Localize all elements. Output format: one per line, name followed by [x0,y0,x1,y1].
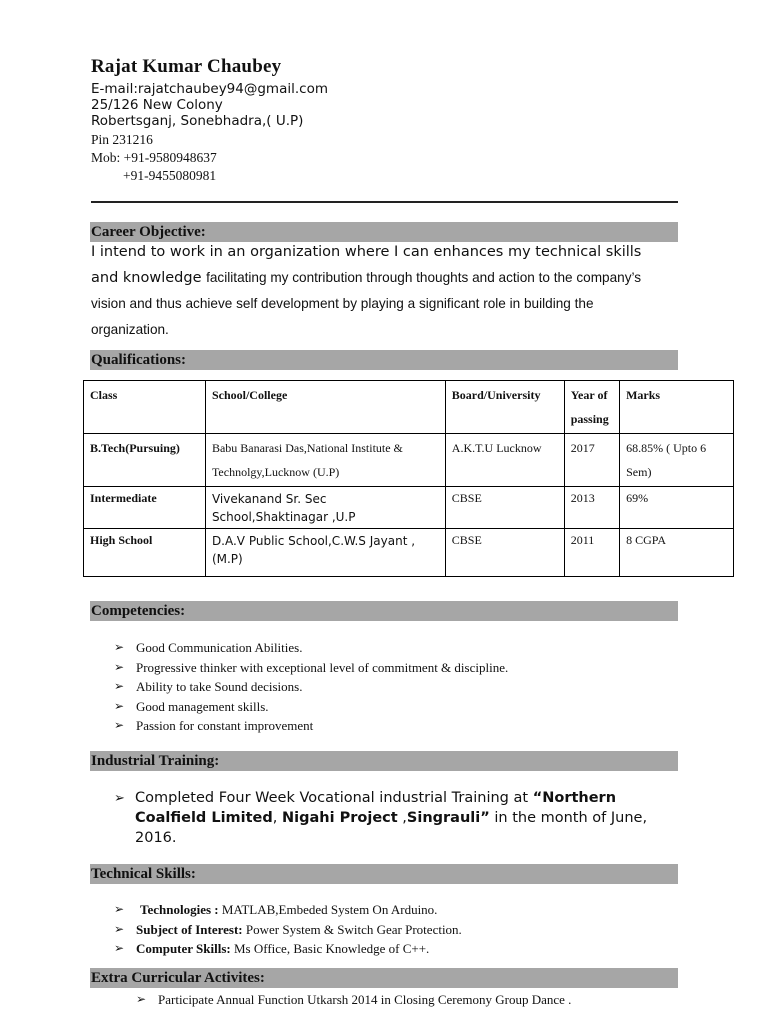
skill-label: Computer Skills: [136,941,231,956]
section-industrial-training: Industrial Training: [90,751,678,771]
cell-board: A.K.T.U Lucknow [445,434,564,487]
technical-skills-list [114,900,462,959]
cell-school: Vivekanand Sr. Sec School,Shaktinagar ,U.P [205,487,445,529]
training-sep: , [272,810,282,826]
list-item [114,697,508,717]
header-school: School/College [205,381,445,434]
skill-value: Power System & Switch Gear Protection. [242,921,462,937]
list-item-text: Good Communication Abilities. [136,640,303,655]
cell-class: Intermediate [84,487,206,529]
skill-value: Ms Office, Basic Knowledge of C++. [230,941,430,956]
objective-line [91,317,681,343]
list-item [114,677,508,697]
table-row [84,434,734,487]
skill-label: Technologies : [140,902,219,917]
cell-year: 2013 [564,487,619,529]
table-row [84,529,734,577]
list-item [114,900,462,920]
mobile-line-2: +91-9455080981 [123,168,217,183]
header-year: Year of passing [564,381,619,434]
training-prefix: Completed Four Week Vocational industrial Training at [135,790,533,806]
arrow-bullet-icon: ➢ [114,698,125,713]
list-item-text: Progressive thinker with exceptional level of commitment & discipline. [136,659,509,675]
cell-school: D.A.V Public School,C.W.S Jayant , (M.P) [205,529,445,577]
objective-line [91,291,681,317]
table-row [84,487,734,529]
mobile-line: Mob: +91-9580948637 [91,150,217,165]
arrow-bullet-icon: ➢ [136,992,147,1006]
list-item [114,920,462,940]
training-suffix: in the month of June, 2016. [135,810,648,846]
objective-text [91,240,681,343]
header-marks: Marks [620,381,734,434]
list-item [114,716,508,736]
section-qualifications: Qualifications: [90,350,678,370]
cell-marks: 8 CGPA [620,529,734,577]
skill-label: Subject of Interest: [136,921,243,937]
training-location: Singrauli” [406,810,490,826]
header-board: Board/University [445,381,564,434]
table-header-row [84,381,734,434]
training-text [114,788,684,848]
cell-marks: 68.85% ( Upto 6 Sem) [620,434,734,487]
cell-year: 2017 [564,434,619,487]
cell-board: CBSE [445,529,564,577]
qualifications-table [83,380,734,577]
arrow-bullet-icon: ➢ [114,679,125,693]
objective-line-part: vision and thus achieve self development by playing a significant role in building the [91,296,594,311]
training-company: “Northern Coalfield Limited [135,790,617,826]
applicant-name: Rajat Kumar Chaubey [91,56,282,77]
list-item-text: Passion for constant improvement [136,718,314,733]
cell-class: High School [84,529,206,577]
list-item-text: Ability to take Sound decisions. [136,679,303,694]
arrow-bullet-icon: ➢ [114,921,125,936]
objective-line-part: and knowledge [91,270,207,286]
list-item [114,658,508,678]
list-item [114,638,508,658]
skill-value: MATLAB,Embeded System On Arduino. [218,902,438,917]
pin-line: Pin 231216 [91,132,153,147]
list-item [114,939,462,959]
training-item [114,788,684,848]
arrow-bullet-icon: ➢ [114,659,125,674]
training-sep: , [397,810,407,826]
list-item [136,990,571,1010]
section-technical-skills: Technical Skills: [90,864,678,884]
arrow-bullet-icon: ➢ [114,902,125,916]
objective-line [91,265,681,291]
cell-board: CBSE [445,487,564,529]
header-divider [91,201,678,203]
address-line-2: Robertsganj, Sonebhadra,( U.P) [91,113,304,129]
arrow-bullet-icon: ➢ [114,791,125,806]
list-item-text: Good management skills. [136,698,269,714]
email-line: E-mail:rajatchaubey94@gmail.com [91,81,328,97]
cell-class: B.Tech(Pursuing) [84,434,206,487]
objective-line-part: facilitating my contribution through thoughts and action to the company’s [206,270,642,285]
arrow-bullet-icon: ➢ [114,941,125,955]
header-class: Class [84,381,206,434]
competencies-list [114,638,508,736]
arrow-bullet-icon: ➢ [114,718,125,732]
section-competencies: Competencies: [90,601,678,621]
cell-year: 2011 [564,529,619,577]
objective-line: I intend to work in an organization where I can enhances my technical skills [91,244,642,260]
cell-marks: 69% [620,487,734,529]
training-project: Nigahi Project [282,810,398,826]
arrow-bullet-icon: ➢ [114,640,125,654]
objective-line-part: organization. [91,322,169,337]
address-line-1: 25/126 New Colony [91,97,223,113]
cell-school: Babu Banarasi Das,National Institute & Technolgy,Lucknow (U.P) [205,434,445,487]
extra-curricular-list [136,990,571,1010]
section-career-objective: Career Objective: [90,222,678,242]
section-extra-curricular: Extra Curricular Activites: [90,968,678,988]
list-item-text: Participate Annual Function Utkarsh 2014 in Closing Ceremony Group Dance . [158,992,572,1007]
